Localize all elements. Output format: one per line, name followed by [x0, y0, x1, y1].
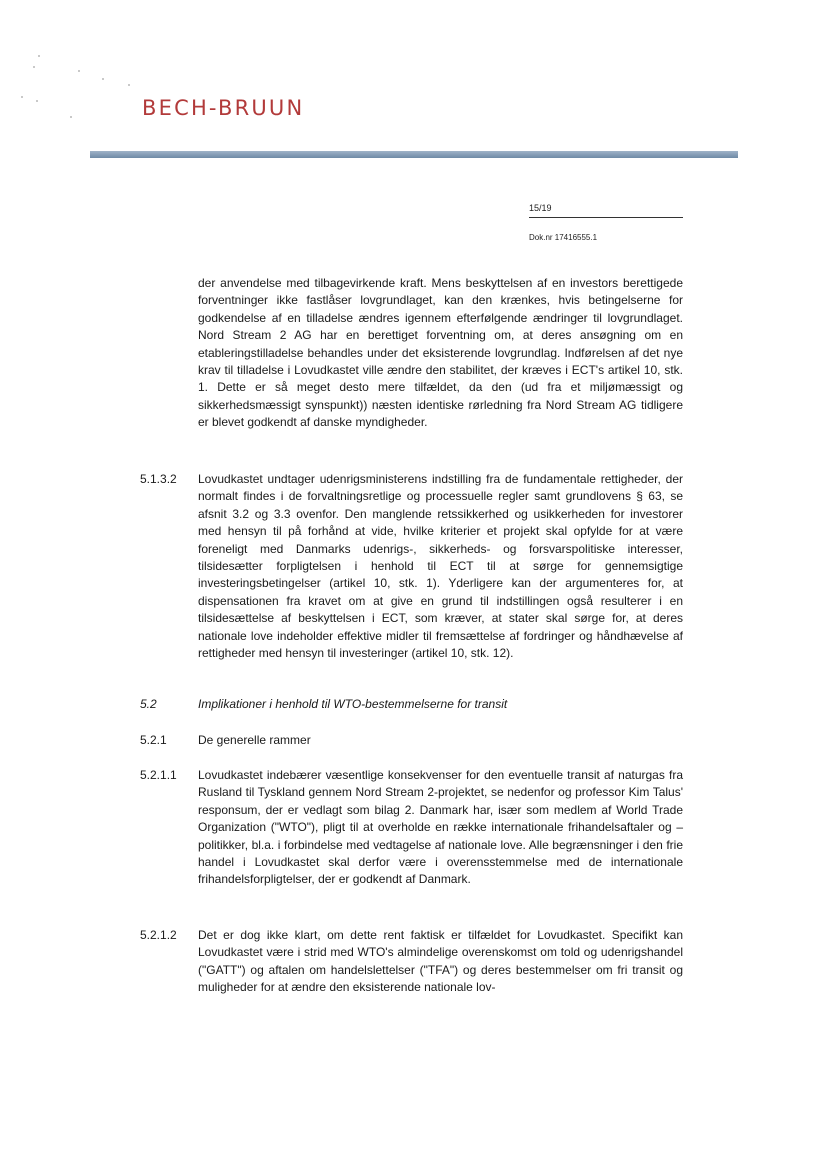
section-text: Lovudkastet undtager udenrigsministerens indstilling fra de fundamentale rettigheder, der normalt findes i de forvaltningsretlige og processuelle regler samt grundlovens § 63, se afsnit 3.2 og 3.3 ovenfor. Den manglende retssikkerhed og usikkerheden for investorer med hensyn til på forhånd at vide, hvilke kriterier et projekt skal opfylde for at være foreneligt med Danmarks udenrigs-, sikkerheds- og forsvarspolitiske interesser, tilsidesætter forpligtelsen i henhold til ECT til at sørge for gennemsigtige investeringsbetingelser (artikel 10, stk. 1). Yderligere kan der argumenteres for, at dispensationen fra kravet om at give en grund til indstillingen også resulterer i en tilsidesættelse af beskyttelsen i ECT, som kræver, at stater skal sørge for, at deres nationale love indeholder effektive midler til fremsættelse af fordringer og håndhævelse af rettigheder med hensyn til investeringer (artikel 10, stk. 12).	[198, 472, 683, 661]
section-5-2-1-1	[140, 767, 683, 889]
header-rule	[90, 151, 738, 158]
intro-paragraph: der anvendelse med tilbagevirkende kraft. Mens beskyttelsen af en investors berettigede forventninger ikke fastlåser lovgrundlaget, kan den krænkes, hvis betingelserne for godkendelse af en tilladelse ændres igennem efterfølgende ændringer til lovgrundlaget. Nord Stream 2 AG har en berettiget forventning om, at deres ansøgning om en etableringstilladelse behandles under det eksisterende lovgrundlag. Indførelsen af det nye krav til tilladelse i Lovudkastet ville ændre den stabilitet, der kræves i ECT's artikel 10, stk. 1. Dette er så meget desto mere tilfældet, da den (ud fra et miljømæssigt og sikkerhedsmæssigt synspunkt)) næsten identiske rørledning fra Nord Stream AG tidligere er blevet godkendt af danske myndigheder.	[198, 276, 683, 430]
header-divider	[529, 217, 683, 218]
section-number: 5.2.1.2	[140, 928, 177, 942]
section-5-1-3-2	[140, 471, 683, 662]
page-number: 15/19	[529, 203, 552, 213]
section-text: Det er dog ikke klart, om dette rent faktisk er tilfældet for Lovudkastet. Specifikt kan Lovudkastet være i strid med WTO's almindelige overenskomst om told og udenrigshandel ("GATT") og aftalen om handelslettelser ("TFA") og deres bestemmelser om fri transit og muligheder for at ændre den eksisterende nationale lov-	[198, 928, 683, 995]
section-heading: Implikationer i henhold til WTO-bestemmelserne for transit	[198, 697, 508, 711]
document-number: Dok.nr 17416555.1	[529, 233, 598, 242]
section-heading: De generelle rammer	[198, 733, 311, 747]
section-5-2-1-2	[140, 927, 683, 997]
section-number: 5.2	[140, 697, 157, 711]
section-5-2-1	[140, 732, 683, 749]
section-number: 5.2.1	[140, 733, 167, 747]
section-5-2	[140, 696, 683, 713]
section-number: 5.1.3.2	[140, 472, 177, 486]
section-text: Lovudkastet indebærer væsentlige konsekvenser for den eventuelle transit af naturgas fra Rusland til Tyskland gennem Nord Stream 2-projektet, se nedenfor og professor Kim Talus' responsum, der er vedlagt som bilag 2. Danmark har, især som medlem af World Trade Organization ("WTO"), pligt til at overholde en række internationale frihandelsaftaler og –politikker, bl.a. i forbindelse med vedtagelse af nationale love. Alle begrænsninger i den frie handel i Lovudkastet skal derfor være i overensstemmelse med de internationale frihandelsforpligtelser, der er godkendt af Danmark.	[198, 768, 683, 887]
company-logo: BECH-BRUUN	[142, 96, 305, 120]
section-number: 5.2.1.1	[140, 768, 177, 782]
